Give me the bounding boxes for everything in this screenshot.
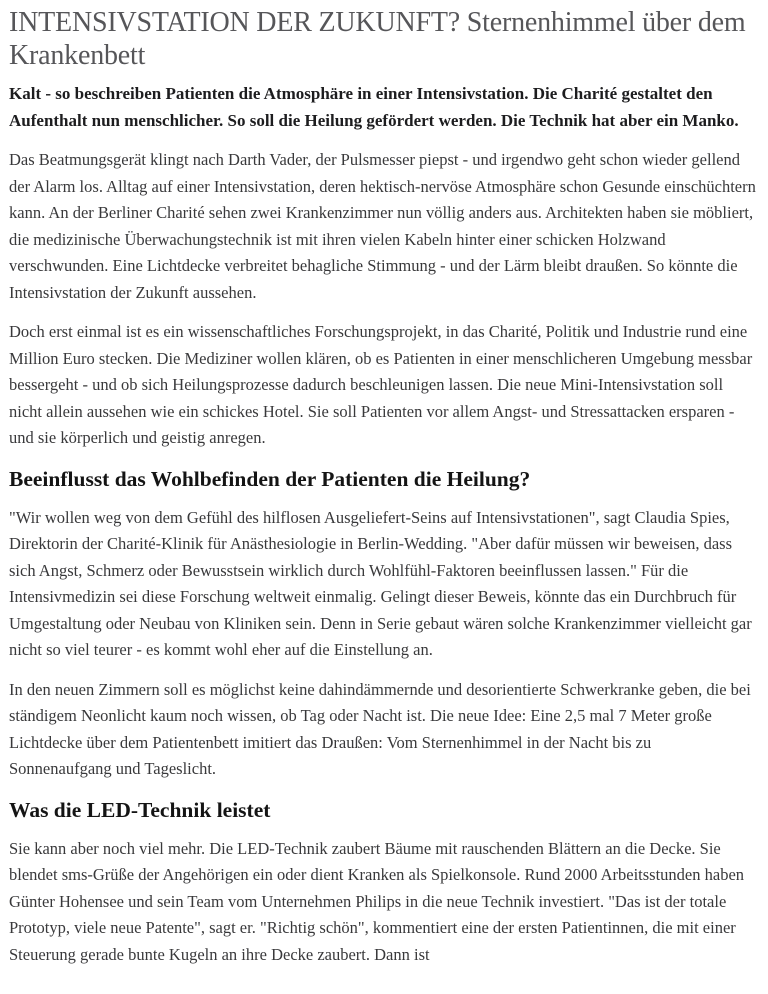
article-paragraph-1: Das Beatmungsgerät klingt nach Darth Vader, der Pulsmesser piepst - und irgendwo geht schon wieder gellend der Alarm los. Alltag auf einer Intensivstation, deren hektisch-nervöse Atmosphäre schon Gesunde einschüchtern kann. An der Berliner Charité sehen zwei Krankenzimmer nun völlig anders aus. Architekten haben sie möbliert, die medizinische Überwachungstechnik ist mit ihren vielen Kabeln hinter einer schicken Holzwand verschwunden. Eine Lichtdecke verbreitet behagliche Stimmung - und der Lärm bleibt draußen. So könnte die Intensivstation der Zukunft aussehen. (9, 150, 756, 302)
article-subheading-2: Was die LED-Technik leistet (9, 797, 271, 822)
article-paragraph-5: Sie kann aber noch viel mehr. Die LED-Technik zaubert Bäume mit rauschenden Blättern an die Decke. Sie blendet sms-Grüße der Angehörigen ein oder dient Kranken als Spielkonsole. Rund 2000 Arbeitsstunden haben Günter Hohensee und sein Team vom Unternehmen Philips in die neue Technik investiert. "Das ist der totale Prototyp, viele neue Patente", sagt er. "Richtig schön", kommentiert eine der ersten Patientinnen, die mit einer Steuerung gerade bunte Kugeln an ihre Decke zaubert. Dann ist (9, 838, 745, 964)
article-lead: Kalt - so beschreiben Patienten die Atmosphäre in einer Intensivstation. Die Charité gestaltet den Aufenthalt nun menschlicher. So soll die Heilung gefördert werden. Die Technik hat aber ein Manko. (9, 84, 739, 130)
article-paragraph-4: In den neuen Zimmern soll es möglichst keine dahindämmernde und desorientierte Schwerkranke geben, die bei ständigem Neonlicht kaum noch wissen, ob Tag oder Nacht ist. Die neue Idee: Eine 2,5 mal 7 Meter große Lichtdecke über dem Patientenbett imitiert das Draußen: Vom Sternenhimmel in der Nacht bis zu Sonnenaufgang und Tageslicht. (9, 679, 751, 778)
article-title: INTENSIVSTATION DER ZUKUNFT? Sternenhimmel über dem Krankenbett (9, 7, 746, 71)
article-subheading-1: Beeinflusst das Wohlbefinden der Patienten die Heilung? (9, 466, 531, 491)
article-paragraph-2: Doch erst einmal ist es ein wissenschaftliches Forschungsprojekt, in das Charité, Politik und Industrie rund eine Million Euro stecken. Die Mediziner wollen klären, ob es Patienten in einer menschlicheren Umgebung messbar bessergeht - und ob sich Heilungsprozesse dadurch beschleunigen lassen. Die neue Mini-Intensivstation soll nicht allein aussehen wie ein schickes Hotel. Sie soll Patienten vor allem Angst- und Stressattacken ersparen - und sie körperlich und geistig anregen. (9, 322, 753, 447)
article-paragraph-3: "Wir wollen weg von dem Gefühl des hilflosen Ausgeliefert-Seins auf Intensivstationen", sagt Claudia Spies, Direktorin der Charité-Klinik für Anästhesiologie in Berlin-Wedding. "Aber dafür müssen wir beweisen, dass sich Angst, Schmerz oder Bewusstsein wirklich durch Wohlfühl-Faktoren beeinflussen lassen." Für die Intensivmedizin sei diese Forschung weltweit einmalig. Gelingt dieser Beweis, könnte das ein Durchbruch für Umgestaltung oder Neubau von Kliniken sein. Denn in Serie gebaut wären solche Krankenzimmer vielleicht gar nicht so viel teurer - es kommt wohl eher auf die Einstellung an. (9, 507, 752, 659)
